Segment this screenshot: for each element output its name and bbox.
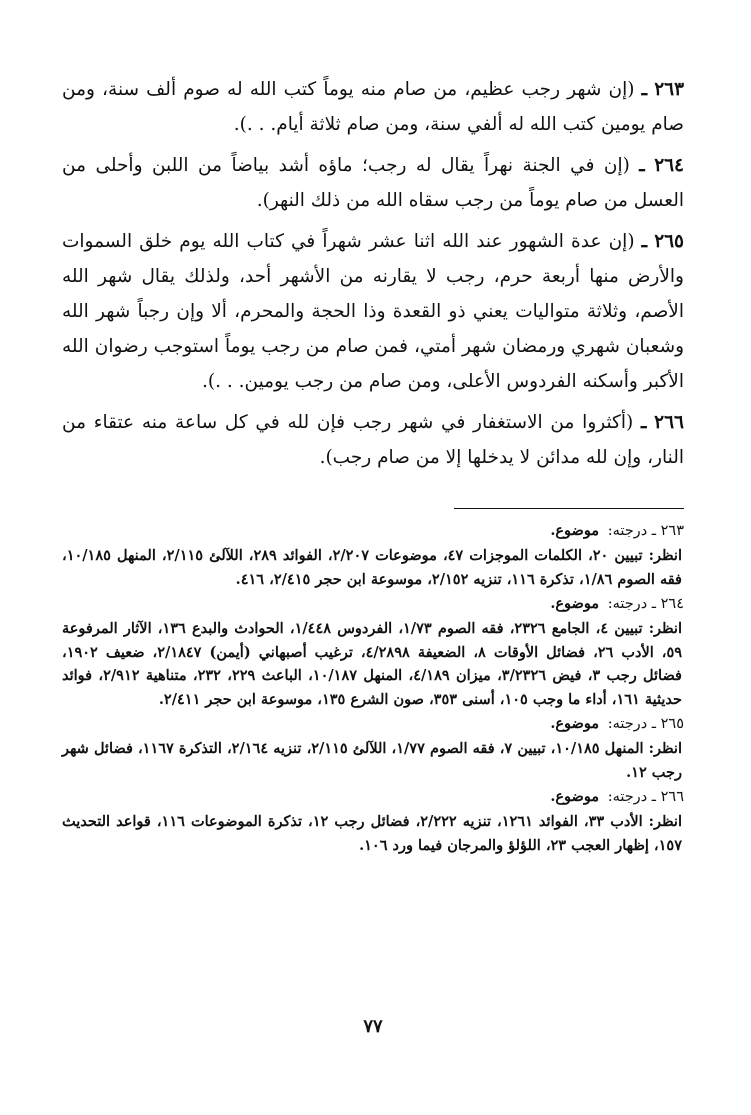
footnote-references [62,544,684,591]
footnote-references [62,810,684,857]
grade-label: ـ درجته: [607,789,657,805]
grade-value: موضوع. [550,522,600,539]
hadith-number: ٢٦٥ [654,231,684,252]
hadith-text: (إن في الجنة نهراً يقال له رجب؛ ماؤه أشد بياضاً من اللبن وأحلى من العسل من صام يوماً من رجب سقاه الله من ذلك النهر). [62,155,684,211]
footnote-grade [62,591,684,617]
refs-text: المنهل ١٠/١٨٥، تبيين ٧، فقه الصوم ١/٧٧، اللآلئ ٢/١١٥، تنزيه ٢/١٦٤، التذكرة ١١٦٧، فضائل شهر رجب ١٢. [62,740,682,781]
footnote-number: ٢٦٣ [660,523,684,539]
grade-value: موضوع. [550,715,600,732]
page-number: ٧٧ [363,1016,383,1037]
footnote-grade [62,518,684,544]
refs-text: تبيين ٤، الجامع ٢٣٢٦، فقه الصوم ١/٧٣، الفردوس ١/٤٤٨، الحوادث والبدع ١٣٦، الآثار المرفوعة ٥٩، الأدب ٢٦، فضائل الأوقات ٨، الضعيفة ٤/٢٨٩٨، ترغيب أصبهاني (أيمن) ٢/١٨٤٧، ضعيف ١٩٠٢، فضائل رجب ٣، فيض ٣/٢٣٢٦، ميزان ٤/١٨٩، المنهل ١٠/١٨٧، الباعث ٢٢٩، ٢٣٢، متناهية ٢/٩١٢، فوائد حديثية ١٦١، أداء ما وجب ١٠٥، أسنى ٣٥٣، صون الشرع ١٣٥، موسوعة ابن حجر ٢/٤١١. [62,620,683,708]
footnote-264 [62,591,684,711]
footnote-references [62,617,684,711]
footnotes [62,518,684,857]
footnote-number: ٢٦٤ [660,596,684,612]
hadith-number: ٢٦٣ [654,79,685,100]
footnote-grade [62,711,684,737]
hadith-number: ٢٦٤ [654,155,684,176]
dash: ـ [641,79,648,100]
grade-value: موضوع. [550,788,600,805]
refs-text: الأدب ٣٣، الفوائد ١٢٦١، تنزيه ٢/٢٢٢، فضائل رجب ١٢، تذكرة الموضوعات ١١٦، قواعد التحديث ١٥٧، إظهار العجب ٢٣، اللؤلؤ والمرجان فيما ورد ١٠٦. [62,813,682,854]
hadith-266 [62,405,684,475]
refs-text: تبيين ٢٠، الكلمات الموجزات ٤٧، موضوعات ٢/٢٠٧، الفوائد ٢٨٩، اللآلئ ٢/١١٥، المنهل ١٠/١٨٥، فقه الصوم ١/٨٦، تذكرة ١١٦، تنزيه ٢/١٥٢، موسوعة ابن حجر ٢/٤١٥، ٤١٦. [62,547,682,588]
hadith-list [62,72,684,475]
hadith-text: (إن عدة الشهور عند الله اثنا عشر شهراً في كتاب الله يوم خلق السموات والأرض منها أربعة حرم، رجب لا يقارنه من الأشهر أحد، ولذلك يقال شهر الله الأصم، وثلاثة متواليات يعني ذو القعدة وذا الحجة والمحرم، ألا وإن رجباً شهر الله وشعبان شهري ورمضان شهر أمتي، فمن صام من رجب يوماً استوجب رضوان الله الأكبر وأسكنه الفردوس الأعلى، ومن صام من رجب يومين. . .). [62,231,684,392]
footnote-265 [62,711,684,784]
footnote-266 [62,784,684,857]
hadith-number: ٢٦٦ [654,412,684,433]
dash: ـ [640,412,647,433]
grade-value: موضوع. [550,595,600,612]
footnote-divider [454,508,684,509]
footnote-grade [62,784,684,810]
grade-label: ـ درجته: [607,596,657,612]
hadith-264 [62,148,684,218]
refs-label: انظر: [648,813,682,830]
footnote-number: ٢٦٥ [660,716,684,732]
hadith-263 [62,72,684,142]
footnote-references [62,737,684,784]
grade-label: ـ درجته: [607,716,657,732]
hadith-text: (أكثروا من الاستغفار في شهر رجب فإن لله في كل ساعة منه عتقاء من النار، وإن لله مدائن لا يدخلها إلا من صام رجب). [62,412,684,468]
book-page [62,72,684,1082]
refs-label: انظر: [648,740,682,757]
footnote-number: ٢٦٦ [660,789,684,805]
refs-label: انظر: [648,547,682,564]
footnote-263 [62,518,684,591]
hadith-text: (إن شهر رجب عظيم، من صام منه يوماً كتب الله له صوم ألف سنة، ومن صام يومين كتب الله له ألفي سنة، ومن صام ثلاثة أيام. . .). [62,79,684,135]
dash: ـ [641,231,648,252]
grade-label: ـ درجته: [607,523,657,539]
hadith-265 [62,224,684,399]
refs-label: انظر: [648,620,682,637]
dash: ـ [639,155,645,176]
